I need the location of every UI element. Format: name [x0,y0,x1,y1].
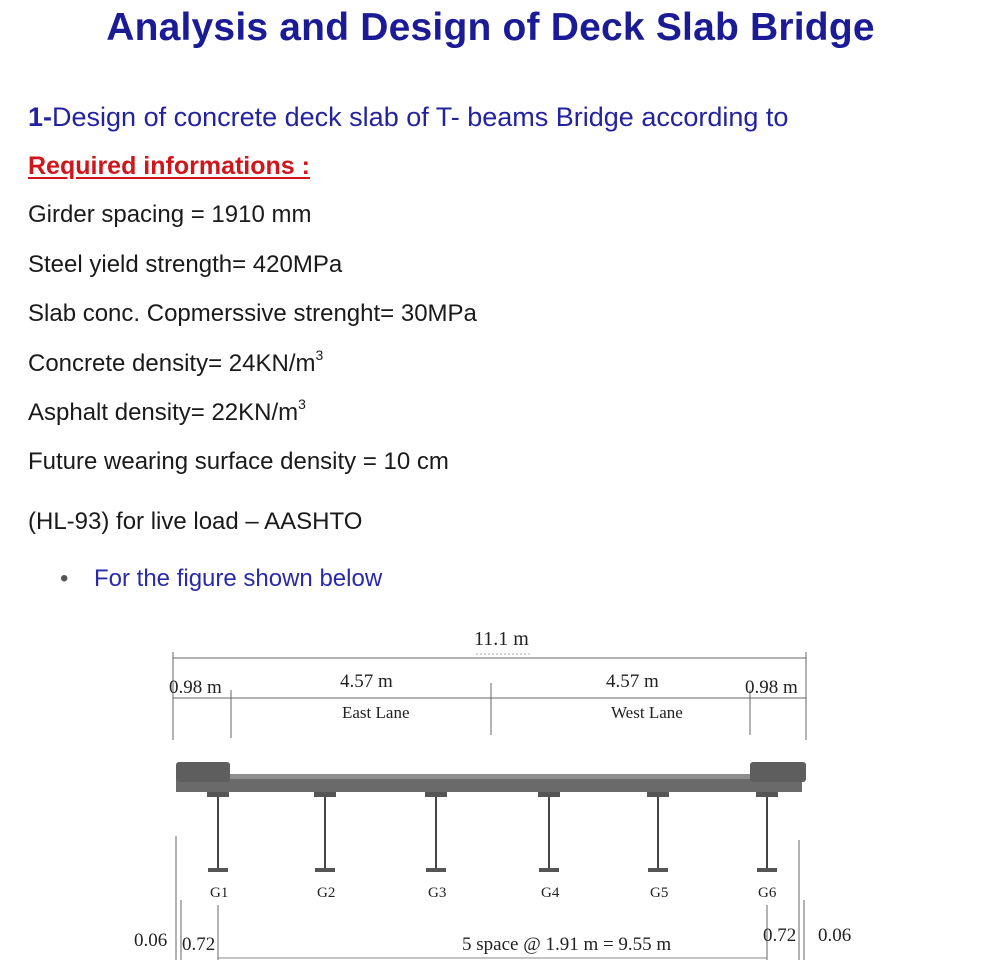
left-cantilever-label: 0.72 [182,934,216,955]
west-lane-width-label: 4.57 m [606,671,659,692]
live-load-text: (HL-93) for live load – AASHTO [28,508,363,535]
superscript-cubed: 3 [298,396,306,412]
right-cantilever-label: 0.72 [763,925,797,946]
right-barrier [750,762,806,782]
total-width-label: 11.1 m [474,628,529,650]
asphalt-density-text: Asphalt density= 22KN/m [28,399,299,426]
steel-yield-text: Steel yield strength= 420MPa [28,251,343,278]
girder-g1 [207,792,229,872]
girder-label-g3: G3 [428,885,447,901]
girder-g6 [756,792,778,872]
figure-bullet-text: For the figure shown below [94,565,383,592]
section-number: 1- [28,102,53,132]
concrete-density-text: Concrete density= 24KN/m [28,350,316,377]
west-lane-label: West Lane [611,703,683,722]
girder-g2 [314,792,336,872]
east-lane-width-label: 4.57 m [340,671,393,692]
right-edge-label: 0.06 [818,925,852,946]
girder-spacing-note: 5 space @ 1.91 m = 9.55 m [462,934,672,955]
required-informations-label: Required informations : [28,152,310,180]
girder-spacing-text: Girder spacing = 1910 mm [28,201,312,228]
east-lane-label: East Lane [342,703,410,722]
right-overhang-label: 0.98 m [745,677,798,698]
left-overhang-label: 0.98 m [169,677,222,698]
left-barrier [176,762,230,782]
superscript-cubed: 3 [315,347,324,363]
wearing-surface [176,774,802,779]
girder-g4 [538,792,560,872]
girder-label-g5: G5 [650,885,669,901]
girder-label-g1: G1 [210,885,229,901]
girder-g5 [647,792,669,872]
page-title: Analysis and Design of Deck Slab Bridge [106,6,875,49]
girder-g3 [425,792,447,872]
bullet-icon: • [60,565,69,592]
girder-label-g2: G2 [317,885,336,901]
slab-concrete-strength-text: Slab conc. Copmerssive strenght= 30MPa [28,300,477,327]
girder-label-g4: G4 [541,885,560,901]
girder-label-g6: G6 [758,885,777,901]
future-wearing-surface-text: Future wearing surface density = 10 cm [28,448,449,475]
left-edge-label: 0.06 [134,930,168,951]
section-heading-text: Design of concrete deck slab of T- beams Bridge according to [52,102,789,132]
